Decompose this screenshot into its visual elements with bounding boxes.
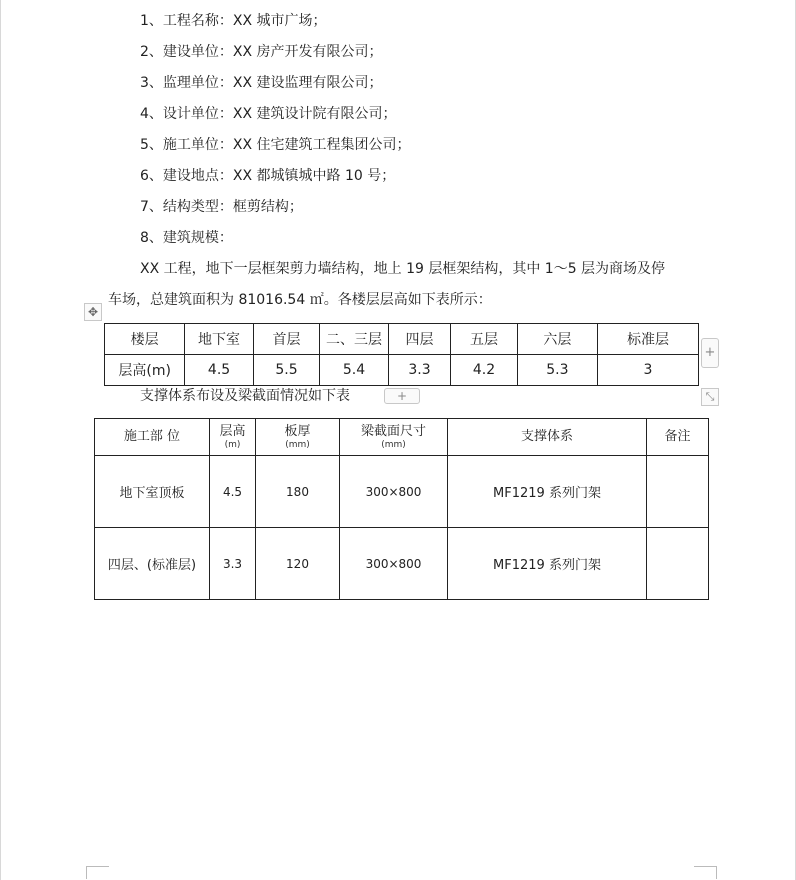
header-cell-height[interactable] bbox=[210, 419, 256, 456]
table-cell[interactable]: 地下室 bbox=[185, 324, 253, 355]
page-corner-marker-left bbox=[86, 866, 109, 879]
table-resize-icon[interactable]: ⤡ bbox=[701, 388, 719, 406]
table-cell[interactable]: 300×800 bbox=[340, 456, 448, 528]
table-cell[interactable]: 3.3 bbox=[388, 355, 451, 386]
table-cell[interactable]: 地下室顶板 bbox=[95, 456, 210, 528]
table-cell[interactable]: 二、三层 bbox=[320, 324, 389, 355]
table-cell[interactable]: 楼层 bbox=[105, 324, 185, 355]
table-cell[interactable] bbox=[647, 528, 709, 600]
paragraph-line: 车场，总建筑面积为 81016.54 ㎡。各楼层层高如下表所示： bbox=[108, 292, 492, 308]
table-move-handle-icon[interactable]: ✥ bbox=[84, 303, 102, 321]
table-cell[interactable]: 3 bbox=[598, 355, 699, 386]
list-item: 8、建筑规模： bbox=[140, 230, 233, 246]
table-cell[interactable]: 五层 bbox=[451, 324, 517, 355]
table-row bbox=[95, 456, 709, 528]
table-cell[interactable]: 四层、(标准层) bbox=[95, 528, 210, 600]
header-label: 板厚 bbox=[284, 423, 311, 439]
header-cell-beam[interactable] bbox=[340, 419, 448, 456]
add-row-icon[interactable]: + bbox=[384, 388, 420, 404]
table-row bbox=[95, 528, 709, 600]
table-row bbox=[105, 355, 699, 386]
table-cell[interactable]: 3.3 bbox=[210, 528, 256, 600]
support-system-table bbox=[94, 418, 709, 600]
table-cell[interactable]: 120 bbox=[256, 528, 340, 600]
table-cell[interactable]: 5.3 bbox=[517, 355, 597, 386]
header-cell-system[interactable] bbox=[448, 419, 647, 456]
table-cell[interactable]: MF1219 系列门架 bbox=[448, 528, 647, 600]
page-edge-left bbox=[0, 0, 1, 880]
table-cell[interactable]: 5.5 bbox=[253, 355, 319, 386]
table-cell[interactable]: 180 bbox=[256, 456, 340, 528]
table-cell[interactable]: 4.5 bbox=[185, 355, 253, 386]
list-item: 3、监理单位：XX 建设监理有限公司； bbox=[140, 75, 383, 91]
paragraph-line: XX 工程，地下一层框架剪力墙结构，地上 19 层框架结构，其中 1～5 层为商场及停 bbox=[140, 261, 666, 277]
list-item: 7、结构类型：框剪结构； bbox=[140, 199, 303, 215]
table-row bbox=[105, 324, 699, 355]
header-label: 施工部 位 bbox=[123, 429, 181, 444]
table-cell[interactable]: 四层 bbox=[388, 324, 451, 355]
table-caption: 支撑体系布设及梁截面情况如下表 bbox=[140, 388, 350, 404]
list-item: 4、设计单位：XX 建筑设计院有限公司； bbox=[140, 106, 397, 122]
table-cell[interactable]: 六层 bbox=[517, 324, 597, 355]
table-cell[interactable]: 4.5 bbox=[210, 456, 256, 528]
table-cell[interactable]: 标准层 bbox=[598, 324, 699, 355]
page-corner-marker-right bbox=[694, 866, 717, 879]
table-cell[interactable]: 4.2 bbox=[451, 355, 517, 386]
header-cell-slab[interactable] bbox=[256, 419, 340, 456]
list-item: 6、建设地点：XX 都城镇城中路 10 号； bbox=[140, 168, 396, 184]
table-header-row bbox=[95, 419, 709, 456]
header-label: 层高 bbox=[219, 423, 246, 439]
table-cell[interactable]: 300×800 bbox=[340, 528, 448, 600]
list-item: 2、建设单位：XX 房产开发有限公司； bbox=[140, 44, 383, 60]
table-cell[interactable]: 5.4 bbox=[320, 355, 389, 386]
header-cell-part[interactable] bbox=[95, 419, 210, 456]
header-label: 支撑体系 bbox=[520, 429, 573, 444]
header-cell-note[interactable] bbox=[647, 419, 709, 456]
header-unit: (m) bbox=[224, 439, 241, 450]
list-item: 1、工程名称：XX 城市广场； bbox=[140, 13, 327, 29]
header-label: 备注 bbox=[664, 429, 691, 444]
table-cell[interactable]: 层高(m) bbox=[105, 355, 185, 386]
header-label: 梁截面尺寸 bbox=[360, 423, 426, 439]
table-cell[interactable]: MF1219 系列门架 bbox=[448, 456, 647, 528]
list-item: 5、施工单位：XX 住宅建筑工程集团公司； bbox=[140, 137, 411, 153]
table-cell[interactable]: 首层 bbox=[253, 324, 319, 355]
add-column-icon[interactable]: + bbox=[701, 338, 719, 368]
table-cell[interactable] bbox=[647, 456, 709, 528]
header-unit: (mm) bbox=[381, 439, 406, 450]
floor-height-table bbox=[104, 323, 699, 386]
header-unit: (mm) bbox=[285, 439, 310, 450]
